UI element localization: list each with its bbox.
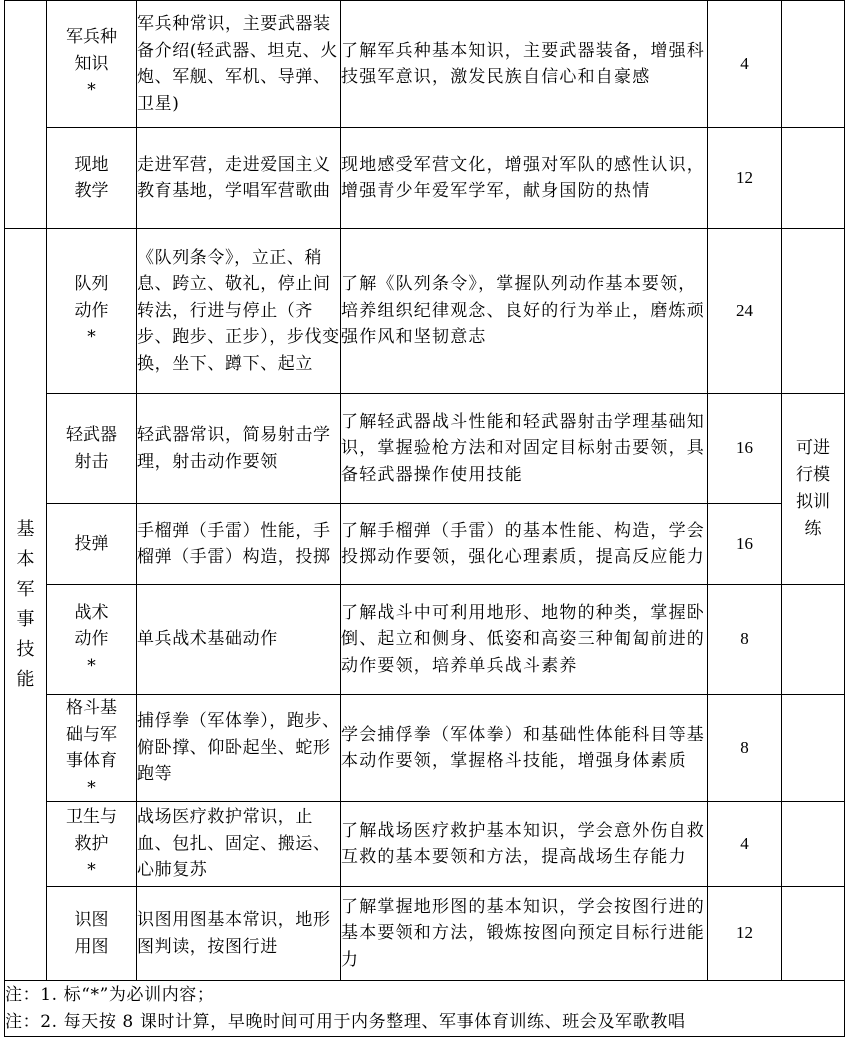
note-cell xyxy=(782,585,845,695)
note-line-2: 注：2. 每天按 8 课时计算，早晚时间可用于内务整理、军事体育训练、班会及军歌教唱 xyxy=(5,1011,686,1032)
subject-name: 识图 用图 xyxy=(47,887,137,981)
subject-hours: 24 xyxy=(708,229,782,394)
table-row xyxy=(5,128,845,229)
note-cell xyxy=(782,695,845,802)
note-line-1: 注：1. 标“*”为必训内容； xyxy=(5,985,215,1005)
table-row xyxy=(5,887,845,981)
subject-hours: 12 xyxy=(708,887,782,981)
subject-goal: 了解轻武器战斗性能和轻武器射击学理基础知识，掌握验枪方法和对固定目标射击要领，具备轻武器操作使用技能 xyxy=(341,394,708,504)
subject-goal: 了解掌握地形图的基本知识，学会按图行进的基本要领和方法，锻炼按图向预定目标行进能力 xyxy=(341,887,708,981)
subject-goal: 了解军兵种基本知识，主要武器装备，增强科技强军意识，激发民族自信心和自豪感 xyxy=(341,1,708,128)
subject-hours: 16 xyxy=(708,394,782,504)
subject-goal: 了解手榴弹（手雷）的基本性能、构造，学会投掷动作要领，强化心理素质，提高反应能力 xyxy=(341,504,708,585)
subject-hours: 12 xyxy=(708,128,782,229)
subject-content: 识图用图基本常识，地形图判读，按图行进 xyxy=(137,887,341,981)
curriculum-sheet xyxy=(4,0,844,1037)
note-cell xyxy=(782,128,845,229)
subject-content: 单兵战术基础动作 xyxy=(137,585,341,695)
section-cell-previous xyxy=(5,1,47,229)
table-row xyxy=(5,1,845,128)
subject-name: 格斗基 础与军 事体育 * xyxy=(47,695,137,802)
simulation-note: 可进 行模 拟训 练 xyxy=(782,394,845,585)
section-label: 基 本 军 事 技 能 xyxy=(5,229,47,981)
subject-hours: 8 xyxy=(708,695,782,802)
subject-name: 军兵种 知识 * xyxy=(47,1,137,128)
table-row xyxy=(5,802,845,887)
curriculum-table xyxy=(4,0,845,1037)
subject-content: 捕俘拳（军体拳），跑步、俯卧撑、仰卧起坐、蛇形跑等 xyxy=(137,695,341,802)
subject-content: 军兵种常识，主要武器装备介绍(轻武器、坦克、火炮、军舰、军机、导弹、卫星) xyxy=(137,1,341,128)
subject-content: 战场医疗救护常识，止血、包扎、固定、搬运、心肺复苏 xyxy=(137,802,341,887)
subject-name: 投弹 xyxy=(47,504,137,585)
subject-name: 轻武器 射击 xyxy=(47,394,137,504)
table-row xyxy=(5,981,845,1037)
subject-goal: 了解《队列条令》，掌握队列动作基本要领，培养组织纪律观念、良好的行为举止，磨炼顽强作风和坚韧意志 xyxy=(341,229,708,394)
subject-hours: 4 xyxy=(708,802,782,887)
subject-goal: 学会捕俘拳（军体拳）和基础性体能科目等基本动作要领，掌握格斗技能，增强身体素质 xyxy=(341,695,708,802)
subject-goal: 了解战斗中可利用地形、地物的种类，掌握卧倒、起立和侧身、低姿和高姿三种匍匐前进的动作要领，培养单兵战斗素养 xyxy=(341,585,708,695)
table-row xyxy=(5,585,845,695)
note-cell xyxy=(782,1,845,128)
subject-content: 轻武器常识，简易射击学理，射击动作要领 xyxy=(137,394,341,504)
subject-goal: 了解战场医疗救护基本知识，学会意外伤自救互救的基本要领和方法，提高战场生存能力 xyxy=(341,802,708,887)
note-cell xyxy=(782,887,845,981)
table-row xyxy=(5,504,845,585)
subject-content: 手榴弹（手雷）性能，手榴弹（手雷）构造，投掷 xyxy=(137,504,341,585)
subject-goal: 现地感受军营文化，增强对军队的感性认识，增强青少年爱军学军，献身国防的热情 xyxy=(341,128,708,229)
table-notes xyxy=(5,981,845,1037)
table-row xyxy=(5,695,845,802)
subject-hours: 4 xyxy=(708,1,782,128)
subject-content: 走进军营，走进爱国主义教育基地，学唱军营歌曲 xyxy=(137,128,341,229)
subject-hours: 16 xyxy=(708,504,782,585)
table-row xyxy=(5,229,845,394)
subject-name: 卫生与 救护 * xyxy=(47,802,137,887)
subject-name: 战术 动作 * xyxy=(47,585,137,695)
note-cell xyxy=(782,802,845,887)
note-cell xyxy=(782,229,845,394)
subject-hours: 8 xyxy=(708,585,782,695)
table-row xyxy=(5,394,845,504)
subject-content: 《队列条令》，立正、稍息、跨立、敬礼，停止间转法，行进与停止（齐步、跑步、正步），步伐变换，坐下、蹲下、起立 xyxy=(137,229,341,394)
subject-name: 队列 动作 * xyxy=(47,229,137,394)
subject-name: 现地 教学 xyxy=(47,128,137,229)
